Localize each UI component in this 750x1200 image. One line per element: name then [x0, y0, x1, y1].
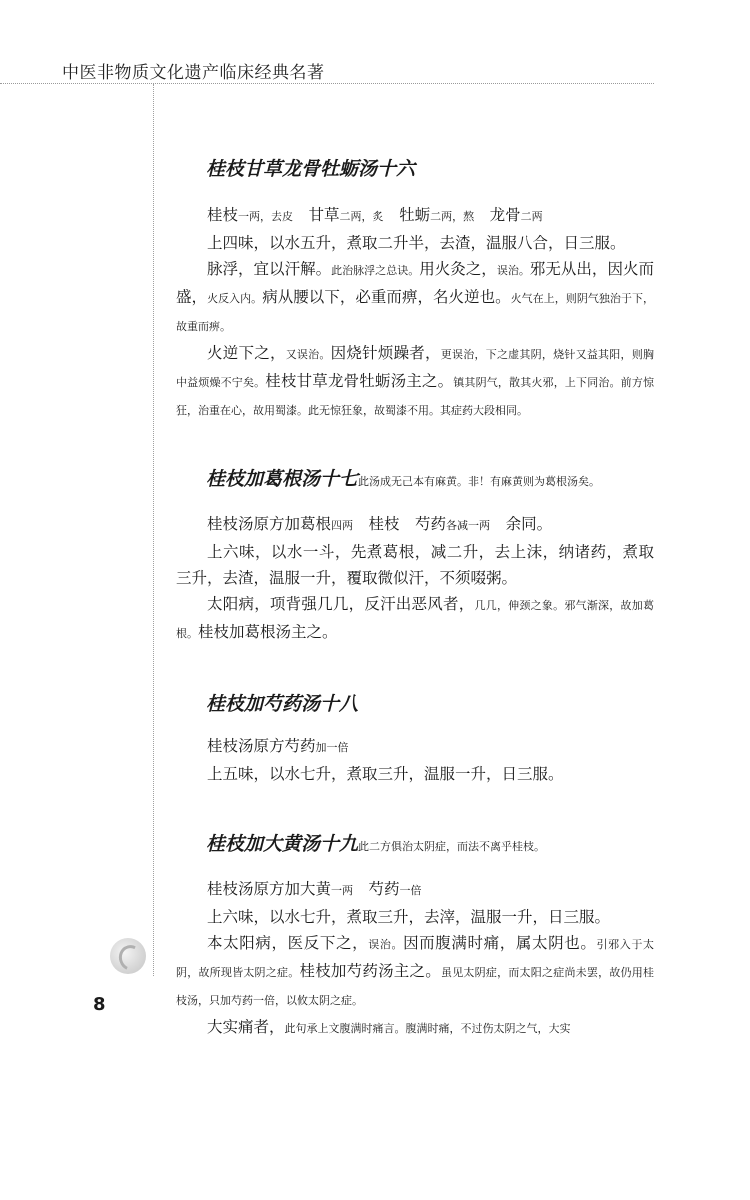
main-text: 病从腰以下，必重而痹，名火逆也。	[262, 288, 511, 306]
ingredient: 甘草	[308, 206, 340, 224]
section-19	[176, 829, 654, 1042]
ingredient-note: 一两，去皮	[238, 210, 294, 223]
section-title-text: 桂枝加大黄汤十九	[206, 833, 359, 855]
margin-divider	[153, 84, 154, 976]
annotation: 此句承上文腹满时痛言。腹满时痛，不过伤太阴之气，大实	[284, 1022, 571, 1035]
ingredient-note: 四两	[331, 519, 354, 532]
ingredient: 桂枝汤原方芍药	[207, 737, 316, 755]
annotation: 火反入内。	[207, 292, 263, 305]
ingredients-line	[176, 511, 654, 539]
annotation: 此治脉浮之总诀。	[331, 264, 420, 277]
section-17	[176, 464, 654, 647]
main-text: 本太阳病，医反下之，	[207, 934, 369, 952]
ingredient: 桂枝汤原方加大黄	[207, 880, 332, 898]
ingredient-note: 二两，炙	[339, 210, 384, 223]
annotation: 火气在上，则阴气独治于下，故重而痹。	[176, 292, 654, 333]
ingredient-note: 二两	[520, 210, 543, 223]
section-title-text: 桂枝加芍药汤十八	[206, 693, 359, 715]
paragraph	[176, 591, 654, 647]
section-title	[176, 154, 654, 184]
main-text: 火逆下之，	[207, 344, 286, 362]
page-number: 8	[93, 994, 106, 1015]
ingredient-note: 一两	[331, 884, 354, 897]
method-text: 上六味，以水一斗，先煮葛根，减二升，去上沫，纳诸药，煮取三升，去渣，温服一升，覆取微似汗，不须啜粥。	[176, 543, 654, 587]
ingredients-line	[176, 202, 654, 230]
ingredient-note: 二两，熬	[430, 210, 475, 223]
annotation: 镇其阴气，散其火邪，上下同治。前方惊狂，治重在心，故用蜀漆。此无惊狂象，故蜀漆不用。其症药大段相同。	[176, 376, 654, 417]
page-body	[176, 120, 654, 1042]
main-text: 桂枝甘草龙骨牡蛎汤主之。	[265, 372, 454, 390]
annotation: 几几，伸颈之象。邪气渐深，故加葛根。	[176, 599, 654, 640]
section-title-text: 桂枝甘草龙骨牡蛎汤十六	[206, 158, 416, 180]
paragraph	[176, 1014, 654, 1042]
section-title	[176, 829, 654, 862]
section-title-text: 桂枝加葛根汤十七	[206, 468, 359, 490]
annotation: 引邪入于太阴，故所现皆太阴之症。	[176, 938, 654, 979]
main-text: 邪无从出，因火而盛，	[176, 260, 654, 306]
ingredient: 桂枝	[207, 206, 239, 224]
ingredient: 桂枝 芍药	[368, 515, 447, 533]
main-text: 大实痛者，	[207, 1018, 285, 1036]
main-text: 桂枝加葛根汤主之。	[198, 623, 338, 641]
section-16	[176, 154, 654, 424]
paragraph	[176, 930, 654, 1014]
header-divider	[0, 83, 654, 84]
main-text: 脉浮，宜以汗解。	[207, 260, 332, 278]
section-title-note: 此汤成无己本有麻黄。非！有麻黄则为葛根汤矣。	[358, 475, 601, 488]
ingredient: 桂枝汤原方加葛根	[207, 515, 332, 533]
ingredients-line	[176, 733, 654, 761]
annotation: 误治。	[368, 938, 404, 951]
section-18	[176, 689, 654, 787]
main-text: 因而腹满时痛，属太阴也。	[403, 934, 597, 952]
annotation: 又误治。	[285, 348, 331, 361]
annotation: 误治。	[496, 264, 530, 277]
ornament-logo	[110, 938, 146, 974]
section-title	[176, 689, 654, 719]
section-title	[176, 464, 654, 497]
main-text: 太阳病，项背强几几，反汗出恶风者，	[207, 595, 475, 613]
method-text: 上六味，以水七升，煮取三升，去滓，温服一升，日三服。	[207, 908, 611, 926]
main-text: 桂枝加芍药汤主之。	[299, 962, 441, 980]
paragraph	[176, 256, 654, 340]
method-text: 上四味，以水五升，煮取二升半，去渣，温服八合，日三服。	[207, 234, 626, 252]
ingredient-note: 一倍	[399, 884, 422, 897]
ingredients-line	[176, 876, 654, 904]
main-text: 因烧针烦躁者，	[330, 344, 441, 362]
paragraph	[176, 340, 654, 424]
annotation: 虽见太阴症，而太阳之症尚未罢，故仍用桂枝汤，只加芍药一倍，以攸太阴之症。	[176, 966, 655, 1007]
ingredient-note: 各减一两	[446, 519, 491, 532]
ingredient: 龙骨	[489, 206, 521, 224]
main-text: 用火灸之，	[419, 260, 497, 278]
ingredient: 余同。	[505, 515, 553, 533]
ingredient-note: 加一倍	[315, 741, 349, 754]
ingredient: 牡蛎	[399, 206, 431, 224]
running-header: 中医非物质文化遗产临床经典名著	[62, 63, 325, 83]
annotation: 更误治，下之虚其阴，烧针又益其阳，则胸中益烦燥不宁矣。	[176, 348, 654, 389]
section-title-note: 此二方俱治太阴症，而法不离乎桂枝。	[358, 840, 546, 853]
method-text: 上五味，以水七升，煮取三升，温服一升，日三服。	[207, 765, 564, 783]
ingredient: 芍药	[368, 880, 400, 898]
